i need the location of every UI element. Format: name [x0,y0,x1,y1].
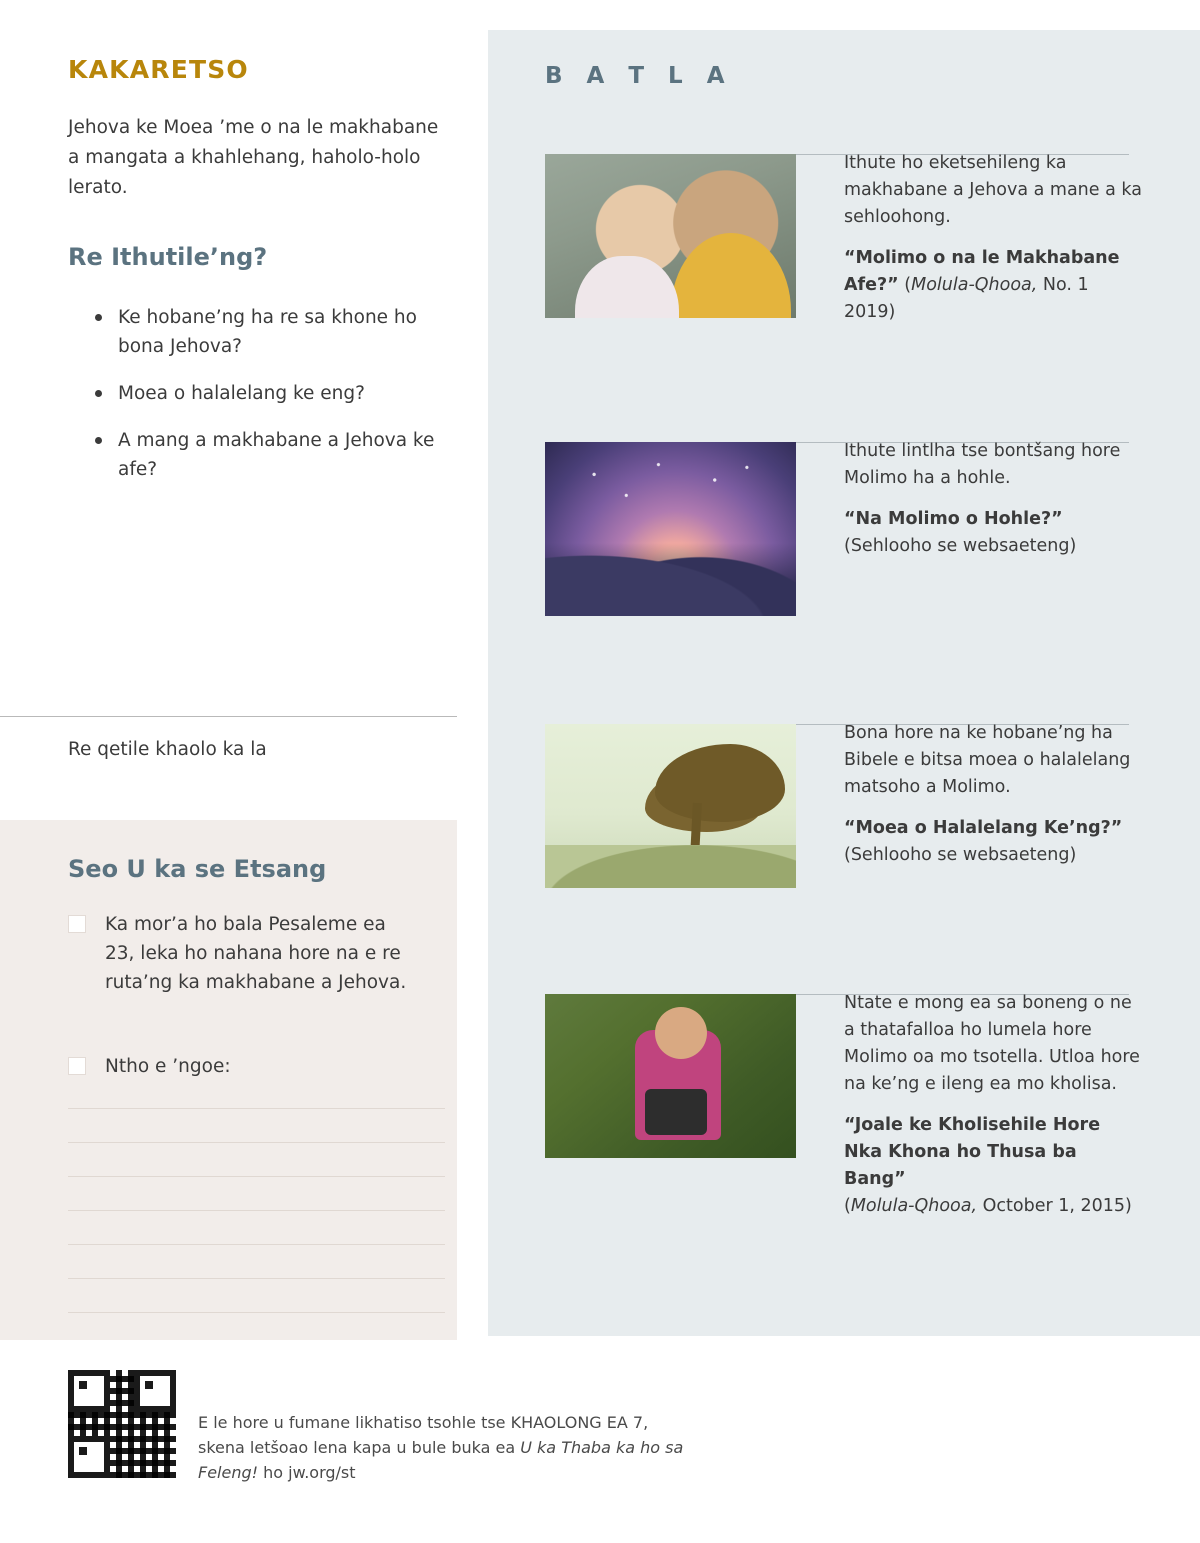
explore-entry-title: “Joale ke Kholisehile Hore Nka Khona ho Thusa ba Bang” [844,1115,1101,1189]
qr-finder-icon [134,1370,176,1412]
summary-paragraph: Jehova ke Moea ’me o na le makhabane a mangata a khahlehang, haholo-holo lerato. [68,117,439,198]
writing-line [68,1210,445,1211]
qr-finder-icon [68,1436,110,1478]
writing-line [68,1108,445,1109]
what-we-learned-heading: Re Ithutile’ng? [68,243,268,271]
qr-finder-icon [68,1370,110,1412]
writing-line [68,1312,445,1313]
explore-entry-source-publication: Molula-Qhooa, [850,1196,978,1216]
checkbox-icon[interactable] [68,915,86,933]
list-item: Ke hobane’ng ha re sa khone ho bona Jehova? [88,303,458,361]
writing-line [68,1244,445,1245]
what-we-learned-list [88,303,458,502]
explore-entry-body: Ithute lintlha tse bontšang hore Molimo ha a hohle. [844,441,1121,488]
explore-entry-source-prefix: ( [904,275,912,295]
chapter-finished-label: Re qetile khaolo ka la [68,739,267,760]
explore-entry-text [844,720,1144,869]
explore-entry-source-issue: October 1, 2015) [977,1196,1132,1216]
footer [0,1365,1200,1543]
explore-entry-title: “Na Molimo o Hohle?” [844,509,1063,529]
tree-in-wind-illustration [545,724,796,888]
explore-entry-text [844,150,1144,326]
what-you-can-do-panel [0,820,457,1340]
explore-heading: B A T L A [545,63,733,89]
explore-entry-source: (Sehlooho se websaeteng) [844,845,1077,865]
summary-heading: KAKARETSO [68,55,249,84]
night-sky-illustration [545,442,796,616]
explore-panel [488,30,1200,1336]
todo-item[interactable] [68,910,418,997]
writing-line [68,1278,445,1279]
explore-entry-source-issue: No. 1 2019) [844,275,1089,322]
footer-book-title-part1: U ka Thaba ka ho sa [520,1438,684,1457]
explore-entry-body: Bona hore na ke hobane’ng ha Bibele e bitsa moea o halalelang matsoho a Molimo. [844,723,1131,797]
todo-item-label: Ntho e ’ngoe: [105,1056,231,1077]
todo-item[interactable] [68,1052,418,1081]
divider [0,716,457,717]
list-item: Moea o halalelang ke eng? [88,379,458,408]
writing-line [68,1142,445,1143]
explore-entry-body: Ntate e mong ea sa boneng o ne a thatafalloa ho lumela hore Molimo oa mo tsotella. Utloa hore na ke’ng e ileng ea mo kholisa. [844,993,1140,1094]
checkbox-icon[interactable] [68,1057,86,1075]
footer-line-1: E le hore u fumane likhatiso tsohle tse KHAOLONG EA 7, [198,1413,649,1432]
explore-entry-title: “Molimo o na le Makhabane Afe?” [844,248,1120,295]
footer-line-2: skena letšoao lena kapa u bule buka ea [198,1438,521,1457]
footer-website-link[interactable]: ho jw.org/st [258,1463,356,1482]
what-you-can-do-heading: Seo U ka se Etsang [68,855,327,883]
left-column [0,0,488,1543]
man-in-garden-photo [545,994,796,1158]
mother-and-child-photo [545,154,796,318]
todo-item-label: Ka mor’a ho bala Pesaleme ea 23, leka ho nahana hore na e re ruta’ng ka makhabane a Jehova. [105,914,407,993]
footer-text [198,1410,818,1485]
footer-book-title-part2: Feleng! [198,1463,259,1482]
qr-code-icon[interactable] [68,1370,176,1478]
explore-entry-source: (Sehlooho se websaeteng) [844,536,1077,556]
explore-entry-body: Ithute ho eketsehileng ka makhabane a Jehova a mane a ka sehloohong. [844,153,1142,227]
writing-line [68,1176,445,1177]
explore-entry-text [844,990,1144,1220]
list-item: A mang a makhabane a Jehova ke afe? [88,426,458,484]
explore-entry-text [844,438,1144,560]
explore-entry-title: “Moea o Halalelang Ke’ng?” [844,818,1123,838]
explore-entry-source-prefix: ( [844,1196,851,1216]
explore-entry-source-publication: Molula-Qhooa, [911,275,1038,295]
